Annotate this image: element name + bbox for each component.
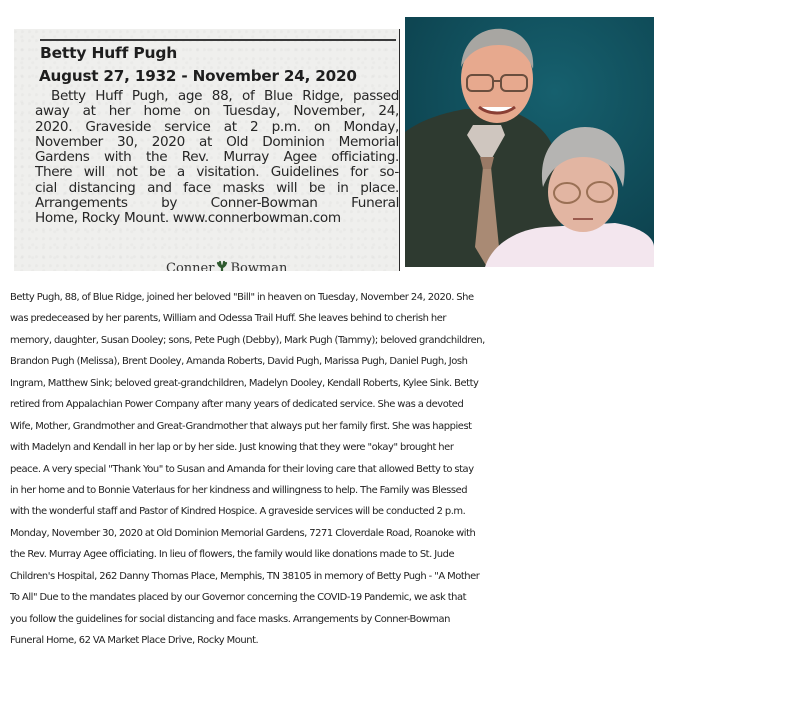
obituary-line: Wife, Mother, Grandmother and Great-Grandmother that always put her family first. She was happiest [10,420,472,432]
clipping-column-rule [399,29,400,271]
clipping-line: Home, Rocky Mount. www.connerbowman.com [35,210,341,227]
obituary-line: Funeral Home, 62 VA Market Place Drive, Rocky Mount. [10,635,259,646]
couple-portrait-photo [405,17,654,267]
clipping-body [35,89,399,227]
clipping-line: Arrangements by Conner-Bowman Funeral [35,195,399,212]
clipping-line: There will not be a visitation. Guidelines for so- [35,164,399,181]
portrait-illustration [405,17,654,267]
clipping-line: Betty Huff Pugh, age 88, of Blue Ridge, passed [51,88,399,104]
clipping-top-rule [40,39,396,41]
clipping-name-heading: Betty Huff Pugh [40,44,178,62]
obituary-line: the Rev. Murray Agee officiating. In lieu of flowers, the family would like donations made to St. Jude [10,549,455,561]
tree-logo-icon [215,260,229,271]
logo-text-right: Bowman [230,261,288,271]
obituary-line: with Madelyn and Kendall in her lap or by her side. Just knowing that they were "okay" brought her [10,442,454,454]
clipping-line: Gardens with the Rev. Murray Agee officiating. [35,149,399,166]
obituary-line: you follow the guidelines for social distancing and face masks. Arrangements by Conner-Bowman [10,613,450,625]
clipping-line: 2020. Graveside service at 2 p.m. on Monday, [35,118,399,135]
obituary-text [10,287,795,651]
obituary-line: Monday, November 30, 2020 at Old Dominion Memorial Gardens, 7271 Cloverdale Road, Roanoke with [10,527,476,539]
obituary-line: retired from Appalachian Power Company after many years of dedicated service. She was a devoted [10,399,464,411]
obituary-line: memory, daughter, Susan Dooley; sons, Pete Pugh (Debby), Mark Pugh (Tammy); beloved grandchildren, [10,334,485,346]
clipping-dates-heading: August 27, 1932 - November 24, 2020 [39,67,357,85]
obituary-line: Children's Hospital, 262 Danny Thomas Place, Memphis, TN 38105 in memory of Betty Pugh - "A Mother [10,570,480,582]
obituary-line: Brandon Pugh (Melissa), Brent Dooley, Amanda Roberts, David Pugh, Marissa Pugh, Daniel Pugh, Josh [10,356,468,368]
obituary-line: was predeceased by her parents, William and Odessa Trail Huff. She leaves behind to cherish her [10,313,447,325]
clipping-line: away at her home on Tuesday, November, 24, [35,103,399,120]
obituary-line: To All" Due to the mandates placed by our Governor concerning the COVID-19 Pandemic, we ask that [10,592,467,604]
obituary-line: peace. A very special "Thank You" to Susan and Amanda for their loving care that allowed Betty to stay [10,463,474,475]
obituary-line: in her home and to Bonnie Vaterlaus for her kindness and willingness to help. The Family was Blessed [10,484,468,496]
obituary-line: Betty Pugh, 88, of Blue Ridge, joined her beloved "Bill" in heaven on Tuesday, November 24, 2020. She [10,292,474,303]
clipping-line: November 30, 2020 at Old Dominion Memorial [35,133,399,150]
logo-text-left: Conner [166,261,215,271]
obituary-line: with the wonderful staff and Pastor of Kindred Hospice. A graveside services will be conducted 2 p.m. [10,506,466,518]
funeral-home-logo [166,260,287,271]
newspaper-clipping [14,29,400,271]
obituary-line: Ingram, Matthew Sink; beloved great-grandchildren, Madelyn Dooley, Kendall Roberts, Kylee Sink. Betty [10,377,479,389]
clipping-line: cial distancing and face masks will be in place. [35,179,399,196]
